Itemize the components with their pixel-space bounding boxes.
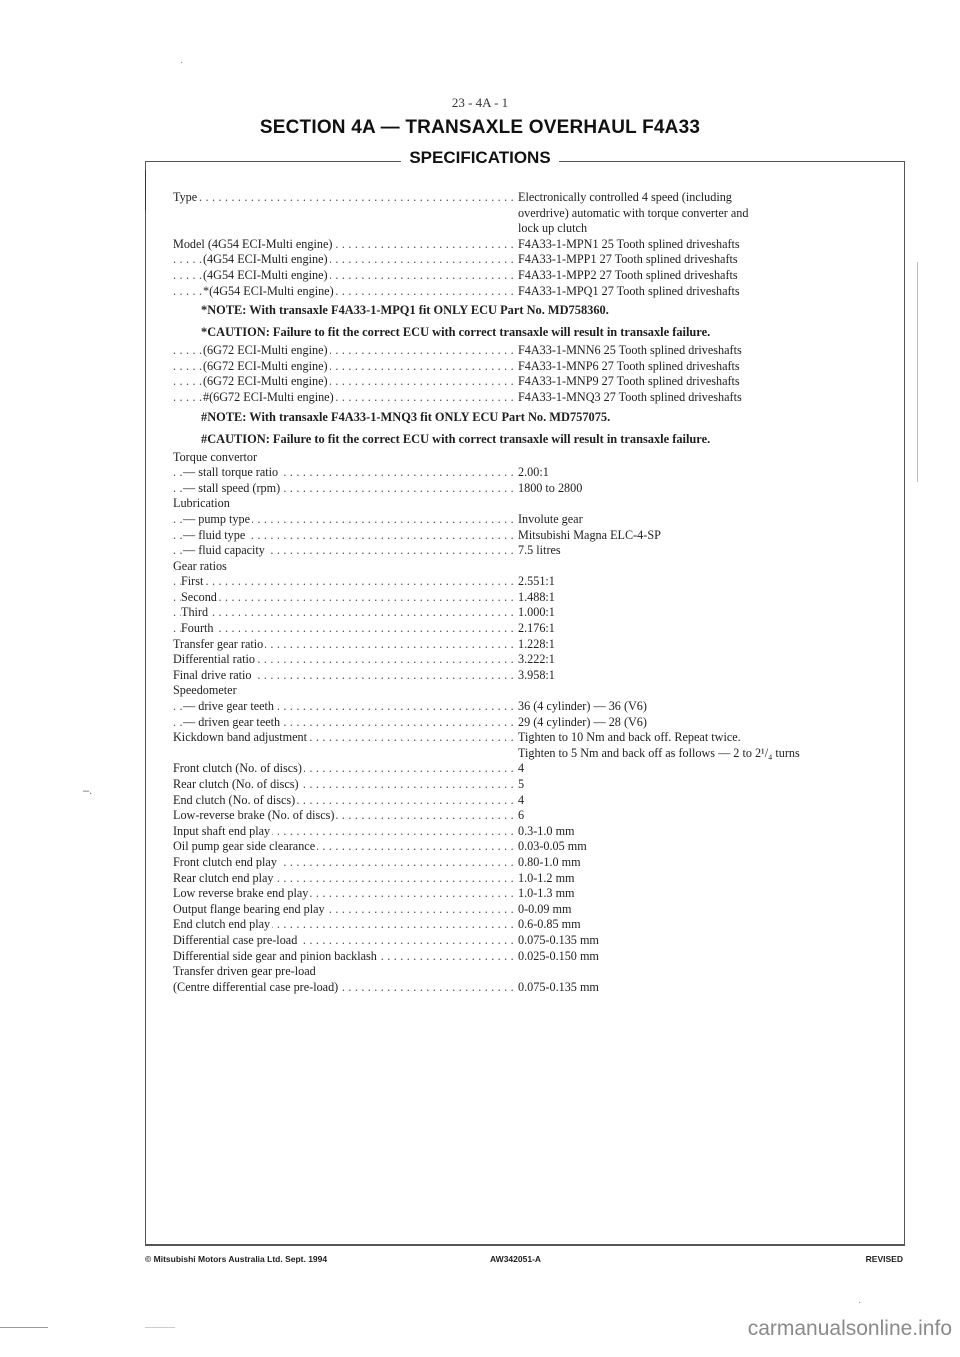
spec-label (173, 605, 515, 621)
spec-label (173, 359, 515, 375)
spec-row (173, 512, 893, 528)
spec-value: 0.3-1.0 mm (518, 823, 575, 838)
spec-label (173, 855, 515, 871)
spec-value: Electronically controlled 4 speed (including (518, 190, 732, 204)
spec-row (173, 268, 893, 284)
spec-label-text: Fourth (181, 621, 214, 636)
spec-group-heading-text: Torque convertor (173, 449, 258, 464)
spec-value: lock up clutch (518, 221, 588, 236)
spec-label-text: Differential case pre-load (173, 932, 298, 947)
spec-value: 5 (518, 777, 525, 791)
spec-row (173, 855, 893, 871)
spec-value: 36 (4 cylinder) — 36 (V6) (518, 699, 647, 714)
spec-label-text: Kickdown band adjustment (173, 730, 308, 745)
spec-label-text: First (181, 574, 204, 589)
spec-value: 2.00:1 (518, 465, 549, 480)
spec-value: 1800 to 2800 (518, 480, 583, 495)
spec-value: 1.0-1.3 mm (518, 886, 575, 901)
spec-row (173, 465, 893, 481)
spec-value: F4A33-1-MPP1 27 Tooth splined driveshafts (518, 252, 738, 267)
spec-label (173, 902, 515, 918)
spec-label-text: #(6G72 ECI-Multi engine) (203, 389, 334, 404)
spec-row (173, 964, 893, 980)
spec-label (173, 190, 515, 206)
spec-row (173, 481, 893, 497)
spec-row (173, 252, 893, 268)
spec-label (173, 668, 515, 684)
spec-value: Mitsubishi Magna ELC-4-SP (518, 527, 661, 542)
spec-row (173, 839, 893, 855)
spec-value: 0.80-1.0 mm (518, 854, 581, 869)
page-number: 23 - 4A - 1 (451, 95, 509, 110)
spec-row (173, 980, 893, 996)
spec-label (173, 777, 515, 793)
spec-value: F4A33-1-MNP6 27 Tooth splined driveshafts (518, 358, 740, 373)
footer-status: REVISED (865, 1254, 903, 1264)
spec-label (173, 730, 515, 746)
spec-group-heading-text: Transfer driven gear pre-load (173, 964, 316, 979)
spec-group-heading (173, 683, 515, 699)
spec-value: 0.6-0.85 mm (518, 917, 581, 932)
spec-label-text: Low reverse brake end play (173, 886, 309, 901)
spec-row (173, 871, 893, 887)
spec-value: 6 (518, 808, 525, 823)
spec-label (173, 284, 515, 300)
spec-value: F4A33-1-MNP9 27 Tooth splined driveshafts (518, 374, 740, 389)
spec-value: 4 (518, 792, 525, 807)
spec-note: #NOTE: With transaxle F4A33-1-MNQ3 fit ONLY ECU Part No. MD757075. (201, 409, 611, 424)
spec-value: 2.176:1 (518, 621, 555, 636)
spec-row (173, 715, 893, 731)
spec-label (173, 621, 515, 637)
spec-row (173, 902, 893, 918)
spec-row (173, 933, 893, 949)
spec-label-text: Differential ratio (173, 652, 256, 667)
spec-label (173, 839, 515, 855)
spec-value: 0.025-0.150 mm (518, 948, 599, 963)
spec-note: *CAUTION: Failure to fit the correct ECU with correct transaxle will result in transaxle failure. (201, 325, 711, 340)
spec-value: Tighten to 10 Nm and back off. Repeat twice. (518, 730, 741, 745)
margin-mark: –. (83, 785, 93, 797)
spec-row (173, 450, 893, 466)
spec-label-text: — pump type (183, 511, 251, 526)
spec-row (173, 574, 893, 590)
spec-row (173, 496, 893, 512)
spec-value: 2.551:1 (518, 574, 555, 589)
spec-label (173, 268, 515, 284)
spec-group-heading (173, 559, 515, 575)
spec-row (173, 917, 893, 933)
spec-row (173, 206, 893, 222)
spec-label-text: (6G72 ECI-Multi engine) (203, 358, 328, 373)
spec-row (173, 221, 893, 237)
spec-row (173, 528, 893, 544)
margin-rule (917, 262, 918, 482)
spec-row (173, 808, 893, 824)
spec-row (173, 637, 893, 653)
spec-value: 0-0.09 mm (518, 901, 572, 916)
spec-label (173, 949, 515, 965)
spec-label-text: Rear clutch (No. of discs) (173, 777, 299, 791)
spec-label (173, 652, 515, 668)
spec-value: Involute gear (518, 511, 583, 526)
spec-label-text: (4G54 ECI-Multi engine) (203, 267, 328, 282)
spec-label (173, 237, 515, 253)
footer-copyright: © Mitsubishi Motors Australia Ltd. Sept. 1994 (145, 1254, 328, 1264)
spec-row (173, 652, 893, 668)
specifications-heading-text: SPECIFICATIONS (401, 148, 558, 167)
spec-value: 1.488:1 (518, 589, 555, 604)
spec-row (173, 730, 893, 746)
spec-note: *NOTE: With transaxle F4A33-1-MPQ1 fit ONLY ECU Part No. MD758360. (201, 303, 609, 318)
spec-label-text: — driven gear teeth (183, 714, 281, 729)
spec-label (173, 512, 515, 528)
spec-label (173, 761, 515, 777)
spec-row (173, 190, 893, 206)
spec-row (173, 237, 893, 253)
spec-label-text: Type (173, 190, 198, 204)
spec-value: overdrive) automatic with torque converter and (518, 205, 749, 220)
spec-label (173, 374, 515, 390)
spec-label-text: (Centre differential case pre-load) (173, 979, 339, 994)
spec-row (173, 886, 893, 902)
spec-label (173, 343, 515, 359)
spec-group-heading (173, 450, 515, 466)
spec-group-heading-text: Lubrication (173, 496, 230, 511)
spec-row (173, 343, 893, 359)
scan-edge-rule (0, 1327, 48, 1328)
spec-row (173, 793, 893, 809)
spec-value: 0.075-0.135 mm (518, 932, 599, 947)
spec-label (173, 543, 515, 559)
spec-label (173, 886, 515, 902)
spec-label (173, 699, 515, 715)
spec-value: Tighten to 5 Nm and back off as follows — 2 to 2¹/₄ turns (518, 745, 800, 760)
spec-group-heading-text: Speedometer (173, 683, 237, 698)
spec-label-text: Oil pump gear side clearance (173, 839, 316, 854)
spec-label-text: (4G54 ECI-Multi engine) (203, 252, 328, 267)
spec-label-text: Rear clutch end play (173, 870, 274, 885)
spec-label-text: End clutch end play (173, 917, 271, 932)
spec-row (173, 761, 893, 777)
spec-row (173, 683, 893, 699)
spec-group-heading-text: Gear ratios (173, 558, 227, 573)
spec-row (173, 374, 893, 390)
spec-value: 0.03-0.05 mm (518, 839, 587, 854)
spec-label-text: Low-reverse brake (No. of discs) (173, 808, 335, 823)
spec-label (173, 574, 515, 590)
spec-label (173, 808, 515, 824)
spec-value: 29 (4 cylinder) — 28 (V6) (518, 714, 647, 729)
spec-row (173, 390, 893, 406)
spec-label (173, 528, 515, 544)
spec-label-text: — stall speed (rpm) (183, 480, 281, 495)
spec-label-text: End clutch (No. of discs) (173, 792, 296, 807)
spec-label-text: Transfer gear ratio (173, 636, 264, 651)
spec-value: F4A33-1-MPN1 25 Tooth splined driveshafts (518, 236, 740, 251)
spec-label (173, 637, 515, 653)
spec-row (173, 824, 893, 840)
spec-label-text: — fluid capacity (183, 543, 265, 558)
spec-label-text: Front clutch (No. of discs) (173, 761, 302, 776)
scan-edge-rule (145, 1327, 175, 1328)
spec-label (173, 252, 515, 268)
box-edge-mark (145, 170, 146, 210)
watermark: carmanualsonline.info (747, 1317, 952, 1340)
spec-value: 3.222:1 (518, 652, 555, 667)
spec-label-text: Final drive ratio (173, 667, 252, 682)
spec-label (173, 933, 515, 949)
page-footer (145, 1254, 903, 1270)
spec-label (173, 590, 515, 606)
spec-label (173, 824, 515, 840)
spec-label-text: (6G72 ECI-Multi engine) (203, 374, 328, 389)
spec-value: 0.075-0.135 mm (518, 979, 599, 994)
spec-row (173, 746, 893, 762)
page-speck: · (180, 58, 184, 69)
spec-label-text: (6G72 ECI-Multi engine) (203, 343, 328, 358)
spec-label (173, 481, 515, 497)
spec-group-heading (173, 496, 515, 512)
spec-value: 1.228:1 (518, 636, 555, 651)
spec-label-text: Input shaft end play (173, 823, 271, 838)
spec-group-heading (173, 964, 515, 980)
spec-label (173, 715, 515, 731)
spec-label (173, 871, 515, 887)
spec-label-text: — stall torque ratio (183, 465, 279, 480)
spec-value: 4 (518, 761, 525, 776)
spec-label (173, 980, 515, 996)
spec-value: F4A33-1-MNQ3 27 Tooth splined driveshafts (518, 389, 742, 404)
spec-value: F4A33-1-MPP2 27 Tooth splined driveshafts (518, 267, 738, 282)
spec-label (173, 917, 515, 933)
spec-label-text: — drive gear teeth (183, 699, 275, 714)
spec-row (173, 668, 893, 684)
spec-label-text: Model (4G54 ECI-Multi engine) (173, 236, 333, 251)
spec-label (173, 793, 515, 809)
spec-row (173, 699, 893, 715)
specifications-list (173, 190, 893, 995)
spec-row (173, 359, 893, 375)
spec-row (173, 559, 893, 575)
spec-row (173, 590, 893, 606)
page-speck: · (858, 1298, 862, 1309)
spec-row (173, 949, 893, 965)
spec-row (173, 605, 893, 621)
spec-label-text: — fluid type (183, 527, 246, 542)
spec-label (173, 390, 515, 406)
footer-doc-code: AW342051-A (490, 1254, 542, 1264)
spec-value: 3.958:1 (518, 667, 555, 682)
spec-label (173, 465, 515, 481)
spec-note: #CAUTION: Failure to fit the correct ECU with correct transaxle will result in transaxle failure. (201, 431, 711, 446)
spec-label-text: Front clutch end play (173, 854, 277, 869)
spec-label-text: Differential side gear and pinion backlash (173, 948, 377, 963)
spec-value: 1.000:1 (518, 605, 555, 620)
section-title: SECTION 4A — TRANSAXLE OVERHAUL F4A33 (259, 117, 701, 138)
spec-value: 7.5 litres (518, 543, 561, 558)
spec-row (173, 284, 893, 300)
spec-value: F4A33-1-MPQ1 27 Tooth splined driveshafts (518, 283, 740, 298)
spec-label-text: Third (181, 605, 209, 620)
spec-label-text: Output flange bearing end play (173, 901, 325, 916)
spec-row (173, 777, 893, 793)
spec-value: F4A33-1-MNN6 25 Tooth splined driveshafts (518, 343, 742, 358)
spec-value: 1.0-1.2 mm (518, 870, 575, 885)
spec-row (173, 543, 893, 559)
spec-label-text: Second (181, 589, 217, 604)
spec-label-text: *(4G54 ECI-Multi engine) (203, 283, 334, 298)
spec-row (173, 621, 893, 637)
specifications-heading (0, 148, 960, 168)
